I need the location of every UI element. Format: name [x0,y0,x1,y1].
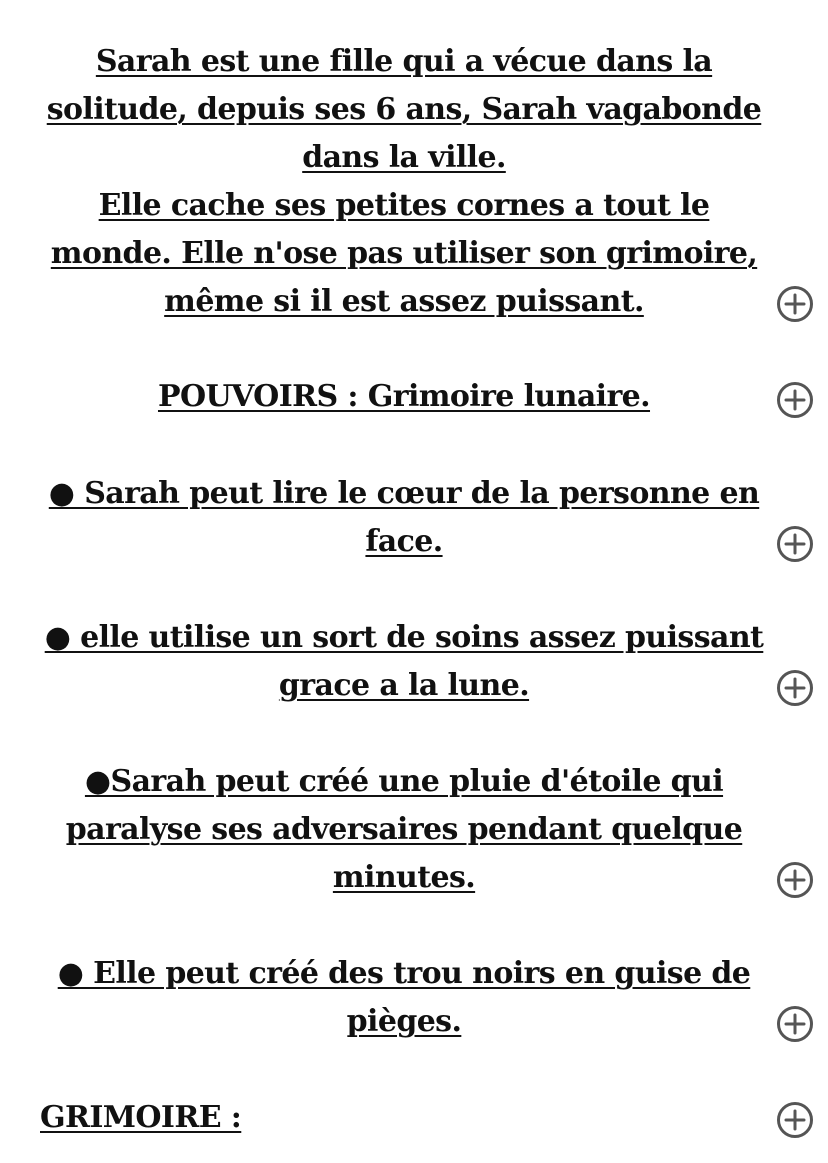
text-line: monde. Elle n'ose pas utiliser son grimoire, [50,236,758,271]
power-item [40,758,768,902]
add-comment-button[interactable] [777,526,813,562]
text-line: grace a la lune. [278,668,530,703]
text-line: face. [365,524,443,559]
plus-circle-icon [777,1102,813,1138]
text-line: POUVOIRS : Grimoire lunaire. [157,379,651,414]
plus-circle-icon [777,1006,813,1042]
add-comment-button[interactable] [777,382,813,418]
text-line: ●Sarah peut créé une pluie d'étoile qui [84,764,724,799]
plus-circle-icon [777,862,813,898]
plus-circle-icon [777,670,813,706]
plus-circle-icon [777,382,813,418]
power-item [40,470,768,566]
text-line: pièges. [346,1004,462,1039]
plus-circle-icon [777,286,813,322]
text-line: paralyse ses adversaires pendant quelque [65,812,743,847]
text-line: ● elle utilise un sort de soins assez puissant [44,620,764,655]
grimoire-heading [40,1094,768,1142]
powers-heading [40,373,768,421]
text-line: dans la ville. [302,140,506,175]
add-comment-button[interactable] [777,1102,813,1138]
text-line: Elle cache ses petites cornes a tout le [98,188,710,223]
text-line: Sarah est une fille qui a vécue dans la [95,44,713,79]
text-line: ● Elle peut créé des trou noirs en guise de [57,956,751,991]
add-comment-button[interactable] [777,862,813,898]
plus-circle-icon [777,526,813,562]
power-item [40,614,768,710]
text-line: même si il est assez puissant. [164,284,644,319]
text-line: solitude, depuis ses 6 ans, Sarah vagabonde [46,92,762,127]
text-line: GRIMOIRE : [40,1100,242,1135]
text-line: ● Sarah peut lire le cœur de la personne en [48,476,760,511]
text-line: minutes. [332,860,476,895]
add-comment-button[interactable] [777,1006,813,1042]
add-comment-button[interactable] [777,670,813,706]
add-comment-button[interactable] [777,286,813,322]
intro-paragraph [40,38,768,326]
power-item [40,950,768,1046]
